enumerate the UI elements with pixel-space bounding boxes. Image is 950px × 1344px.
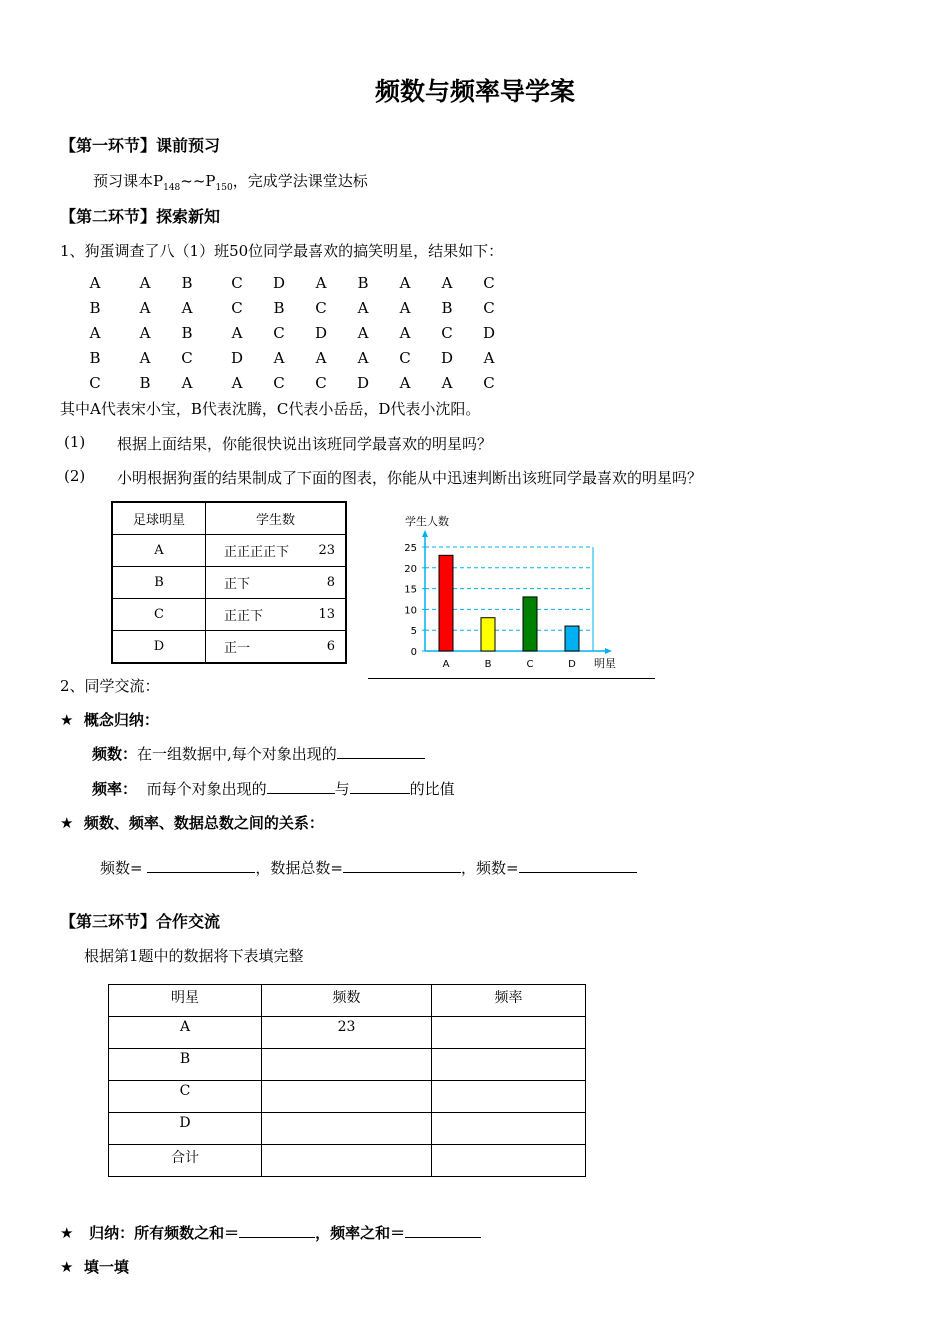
tally-header-star: 足球明星 (112, 502, 206, 535)
tally-name: D (112, 631, 206, 664)
legend-text: 其中A代表宋小宝，B代表沈腾，C代表小岳岳，D代表小沈阳。 (60, 400, 481, 418)
relation-heading-label: 频数、频率、数据总数之间的关系： (83, 814, 324, 832)
tally-marks: 正正下 (224, 609, 264, 624)
survey-letter: C (315, 374, 327, 392)
relation-heading (60, 812, 324, 833)
survey-letter: C (483, 274, 495, 292)
sub-question-2: 小明根据狗蛋的结果制成了下面的图表，你能从中迅速判断出该班同学最喜欢的明星吗？ (117, 469, 703, 487)
frequency-table-header (109, 985, 586, 1017)
chart-y-tick-label: 25 (404, 543, 417, 554)
tally-marks: 正下 (224, 577, 251, 592)
survey-letter: C (441, 324, 453, 342)
survey-letter: C (273, 324, 285, 342)
row-star: D (109, 1113, 262, 1145)
survey-letter: A (315, 274, 327, 292)
rate-label: 频率： (92, 780, 138, 798)
summary-line (60, 1222, 481, 1243)
section3-heading: 【第三环节】合作交流 (60, 912, 221, 931)
summary-blank-2[interactable] (405, 1223, 481, 1238)
chart-bar (523, 597, 537, 651)
row-rate[interactable] (432, 1113, 586, 1145)
survey-letter: C (315, 299, 327, 317)
survey-letter: A (357, 324, 369, 342)
relation-blank-3[interactable] (519, 858, 637, 873)
section1-heading: 【第一环节】课前预习 (60, 136, 221, 155)
chart-x-tick-label: D (568, 659, 576, 670)
survey-letter: C (181, 349, 193, 367)
relation-blank-1[interactable] (147, 858, 255, 873)
survey-letter: C (483, 374, 495, 392)
section3-intro: 根据第1题中的数据将下表填完整 (84, 947, 304, 965)
concept-heading (60, 709, 159, 730)
frequency-label: 频数： (92, 745, 138, 763)
row-rate[interactable] (432, 1017, 586, 1049)
tally-count: 13 (318, 607, 335, 622)
sub-question-1-number: (1) (64, 433, 86, 451)
row-frequency[interactable] (262, 1049, 432, 1081)
rate-blank-1[interactable] (267, 779, 335, 794)
survey-letter: C (231, 299, 243, 317)
section1-text (93, 170, 368, 193)
relation-frequency-label-2: ，频数= (460, 859, 519, 877)
chart-x-axis-label: 明星 (594, 657, 616, 670)
survey-letter: B (181, 274, 193, 292)
chart-y-tick-label: 10 (404, 605, 417, 617)
fill-heading-label: 填一填 (83, 1258, 129, 1276)
survey-letter: C (483, 299, 495, 317)
section1-text-post: ，完成学法课堂达标 (232, 172, 368, 190)
chart-bar (481, 618, 495, 651)
row-rate[interactable] (432, 1049, 586, 1081)
fill-heading (60, 1256, 129, 1277)
survey-letter: A (483, 349, 495, 367)
survey-letter: A (315, 349, 327, 367)
tally-cell (206, 535, 347, 567)
survey-letter: A (139, 349, 151, 367)
tally-table (111, 501, 347, 664)
tally-row (112, 599, 346, 631)
chart-bar (439, 555, 453, 651)
chart-x-tick-label: B (484, 659, 492, 670)
chart-baseline-rule (368, 678, 655, 679)
survey-letter: D (272, 274, 286, 292)
rate-text-a: 而每个对象出现的 (146, 780, 267, 798)
tally-name: C (112, 599, 206, 631)
survey-letter: D (482, 324, 496, 342)
tally-row (112, 631, 346, 664)
rate-definition (92, 778, 455, 799)
frequency-definition (92, 743, 425, 764)
section2-heading: 【第二环节】探索新知 (60, 207, 221, 226)
table-row (109, 1113, 586, 1145)
star-icon: ★ (60, 1258, 74, 1276)
tally-count: 8 (326, 575, 335, 590)
survey-letter: D (356, 374, 370, 392)
survey-letter: C (399, 349, 411, 367)
survey-letter: B (181, 324, 193, 342)
chart-x-axis-arrow-icon (605, 648, 612, 654)
survey-letter: B (89, 299, 101, 317)
survey-letter: A (89, 274, 101, 292)
section1-text-mid: ~~P (180, 172, 216, 190)
tally-cell (206, 567, 347, 599)
concept-heading-label: 概念归纳： (83, 711, 159, 729)
table-row (109, 1017, 586, 1049)
survey-letter: D (314, 324, 328, 342)
tally-marks: 正一 (224, 641, 251, 656)
survey-letter: B (441, 299, 453, 317)
tally-header-row (112, 502, 346, 535)
survey-letter: A (139, 324, 151, 342)
survey-letter: A (273, 349, 285, 367)
star-icon: ★ (60, 814, 74, 832)
survey-letter: A (231, 374, 243, 392)
survey-letter: A (399, 374, 411, 392)
row-frequency[interactable] (262, 1145, 432, 1177)
survey-letter: A (399, 299, 411, 317)
tally-row (112, 535, 346, 567)
row-star: 合计 (109, 1145, 262, 1177)
survey-letter: A (399, 274, 411, 292)
survey-letter: C (89, 374, 101, 392)
survey-letter: B (89, 349, 101, 367)
star-icon: ★ (60, 1224, 74, 1242)
survey-letter: A (89, 324, 101, 342)
survey-letter: B (357, 274, 369, 292)
relation-blank-2[interactable] (343, 858, 461, 873)
survey-letter: A (357, 299, 369, 317)
chart-y-tick-label: 20 (404, 563, 417, 575)
header-star: 明星 (109, 985, 262, 1017)
summary-blank-1[interactable] (239, 1223, 315, 1238)
tally-cell (206, 599, 347, 631)
chart-bar (565, 626, 579, 651)
table-row (109, 1081, 586, 1113)
row-star: C (109, 1081, 262, 1113)
page-start-sub: 148 (163, 183, 181, 193)
header-rate: 频率 (432, 985, 586, 1017)
tally-count: 23 (318, 543, 335, 558)
row-frequency[interactable] (262, 1113, 432, 1145)
relation-formulas (100, 857, 637, 878)
summary-text-a: 归纳：所有频数之和＝ (89, 1224, 240, 1242)
survey-letter: D (440, 349, 454, 367)
rate-text-c: 的比值 (409, 780, 455, 798)
frequency-blank[interactable] (337, 744, 425, 759)
survey-letter: A (139, 299, 151, 317)
row-star: B (109, 1049, 262, 1081)
frequency-text: 在一组数据中,每个对象出现的 (137, 745, 337, 763)
chart-y-axis-label: 学生人数 (405, 515, 449, 528)
survey-letter: B (139, 374, 151, 392)
tally-count: 6 (326, 639, 335, 654)
table-row (109, 1049, 586, 1081)
relation-frequency-label: 频数= (100, 859, 143, 877)
row-rate[interactable] (432, 1081, 586, 1113)
section1-text-pre: 预习课本P (93, 172, 164, 190)
chart-x-tick-label: C (526, 659, 534, 670)
frequency-table (108, 984, 586, 1177)
survey-letter: C (273, 374, 285, 392)
question-1: 1、狗蛋调查了八（1）班50位同学最喜欢的搞笑明星，结果如下： (60, 242, 504, 260)
question-2: 2、同学交流： (60, 677, 160, 695)
row-star: A (109, 1017, 262, 1049)
chart-y-tick-label: 15 (404, 584, 417, 596)
survey-letter: A (441, 274, 453, 292)
survey-letter: A (357, 349, 369, 367)
survey-letter: B (273, 299, 285, 317)
bar-chart (395, 505, 635, 680)
chart-y-tick-label: 5 (410, 626, 417, 638)
row-frequency[interactable] (262, 1081, 432, 1113)
summary-text-b: ，频率之和＝ (315, 1224, 406, 1242)
survey-letter: D (230, 349, 244, 367)
sub-question-1: 根据上面结果，你能很快说出该班同学最喜欢的明星吗？ (117, 435, 493, 453)
header-frequency: 频数 (262, 985, 432, 1017)
sub-question-2-number: (2) (64, 467, 86, 485)
rate-blank-2[interactable] (350, 779, 410, 794)
survey-letter: A (139, 274, 151, 292)
row-rate[interactable] (432, 1145, 586, 1177)
survey-letter: A (231, 324, 243, 342)
survey-letter: A (441, 374, 453, 392)
survey-letter: A (181, 374, 193, 392)
chart-x-tick-label: A (442, 659, 450, 670)
survey-letter: C (231, 274, 243, 292)
page-end-sub: 150 (215, 183, 233, 193)
tally-marks: 正正正正下 (224, 545, 290, 560)
relation-total-label: ，数据总数= (255, 859, 343, 877)
survey-letter: A (399, 324, 411, 342)
chart-y-axis-arrow-icon (422, 530, 428, 537)
survey-letter: A (181, 299, 193, 317)
page-title: 频数与频率导学案 (374, 77, 575, 106)
chart-y-tick-label: 0 (410, 647, 417, 658)
tally-header-count: 学生数 (206, 502, 347, 535)
tally-name: A (112, 535, 206, 567)
table-row-total (109, 1145, 586, 1177)
tally-name: B (112, 567, 206, 599)
rate-text-b: 与 (334, 780, 350, 798)
star-icon: ★ (60, 711, 74, 729)
tally-row (112, 567, 346, 599)
tally-cell (206, 631, 347, 664)
row-frequency[interactable]: 23 (262, 1017, 432, 1049)
